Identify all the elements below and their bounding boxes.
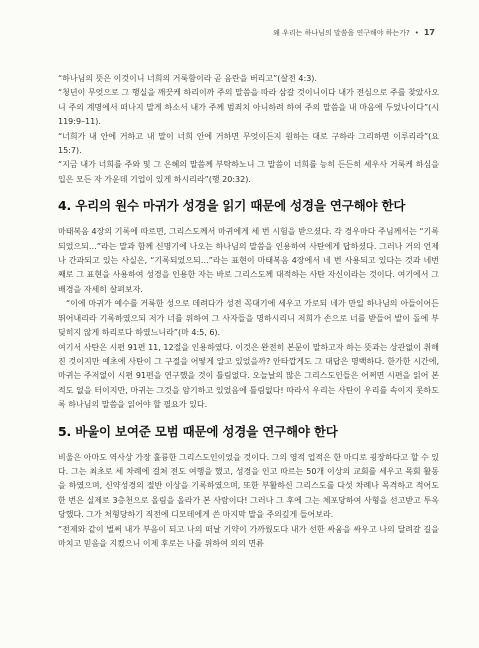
quote-2: “청년이 무엇으로 그 행실을 깨끗케 하리이까 주의 말씀을 따라 삼갈 것이니이다 내가 전심으로 주를 찾았사오니 주의 계명에서 떠나지 말게 하소서 내가 주께 범죄치 아니하려 하여 주의 말씀을 내 마음에 두었나이다”(시 119:9–11). [58,88,439,127]
section-5-quote: “전제와 같이 벌써 내가 부음이 되고 나의 떠날 기약이 가까웠도다 내가 선한 싸움을 싸우고 나의 달려갈 길을 마치고 믿음을 지켰으니 이제 후로는 나를 위하여 의의 면류 [58,524,439,548]
quote-3: “너희가 내 안에 거하고 내 말이 너희 안에 거하면 무엇이든지 원하는 대로 구하라 그리하면 이루리라”(요 15:7). [58,131,439,156]
quote-4: “지금 내가 너희를 주와 및 그 은혜의 말씀께 부탁하노니 그 말씀이 너희를 능히 든든히 세우사 거룩케 하심을 입은 모든 자 가운데 기업이 있게 하시리라”(행 20:32). [58,160,439,184]
running-title: 왜 우리는 하나님의 말씀을 연구해야 하는가? [273,29,410,37]
section-4-paragraph-1: 마태복음 4장의 기록에 따르면, 그리스도께서 마귀에게 세 번 시험을 받으셨다. 각 경우마다 주님께서는 “기록되었으되…”라는 말과 함께 신명기에 나오는 하나님의 말씀을 인용하여 사탄에게 답하셨다. 그러나 거의 언제나 간과되고 있는 사실은, “기록되었으되…”라는 표현이 마태복음 4장에서 네 번 사용되고 있다는 것과 네번째로 그 표현을 사용하여 성경을 인용한 자는 바로 그리스도께 대적하는 사탄 자신이라는 것이다. 여기에서 그 배경을 자세히 살펴보자. [58,227,439,294]
section-5-heading: 5. 바울이 보여준 모범 때문에 성경을 연구해야 한다 [58,423,338,439]
page-number: 17 [423,28,435,37]
section-5-paragraph-1: 비울은 아마도 역사상 가장 훌륭한 그리스도인이었을 것이다. 그의 영적 업적은 한 마디로 굉장하다고 할 수 있다. 그는 최초로 세 차례에 걸쳐 전도 여행을 했고, 성경을 인고 따르는 50개 이상의 교회를 세우고 목회 활동을 하였으며, 신약성경의 절반 이상을 기록하였으며, 또한 부활하신 그리스도를 다섯 차례나 목격하고 적어도 한 번은 실제로 3층천으로 올림을 올라가 본 사람이다! 그러나 그 후에 그는 체포당하여 사형을 선고받고 투옥당했다. 그가 처형당하기 직전에 디모데에게 쓴 마지막 말을 주의깊게 들어보라. [58,452,439,520]
section-4-quote: “이에 마귀가 예수를 거룩한 성으로 데려다가 성전 꼭대기에 세우고 가로되 네가 만일 하나님의 아들이어든 뛰어내리라 기록하였으되 저가 너를 위하여 그 사자들을 명하시리니 저희가 손으로 너를 받들어 발이 돌에 부딪히지 않게 하리로다 하였느니라”(마 4:5, 6). [58,299,439,338]
running-header [200,28,435,38]
quote-1: “하나님의 뜻은 이것이니 너희의 거룩함이라 곧 음란을 버리고”(살전 4:3). [58,74,317,83]
header-bullet: • [414,29,419,37]
section-4-heading: 4. 우리의 원수 마귀가 성경을 읽기 때문에 성경을 연구해야 한다 [58,198,406,214]
section-4-paragraph-3: 여기서 사탄은 시편 91편 11, 12절을 인용하였다. 이것은 완전히 본문이 말하고자 하는 뜻과는 상관없이 취해진 것이지만 예초에 사탄이 그 구절을 어떻게 알고 있었을까? 안타깝게도 그 대답은 명백하다. 한가한 시간에, 마귀는 주저없이 시편 91편을 연구했을 것이 틀림없다. 오늘날의 많은 그리스도인들은 어쩌면 시편을 읽어 본 적도 없을 터이지만, 마귀는 그것을 암기하고 있었음에 틀림없다! 따라서 우리는 사탄이 우리를 속이지 못하도록 하나님의 말씀을 읽어야 할 필요가 있다. [58,342,439,410]
page-content [58,72,439,551]
